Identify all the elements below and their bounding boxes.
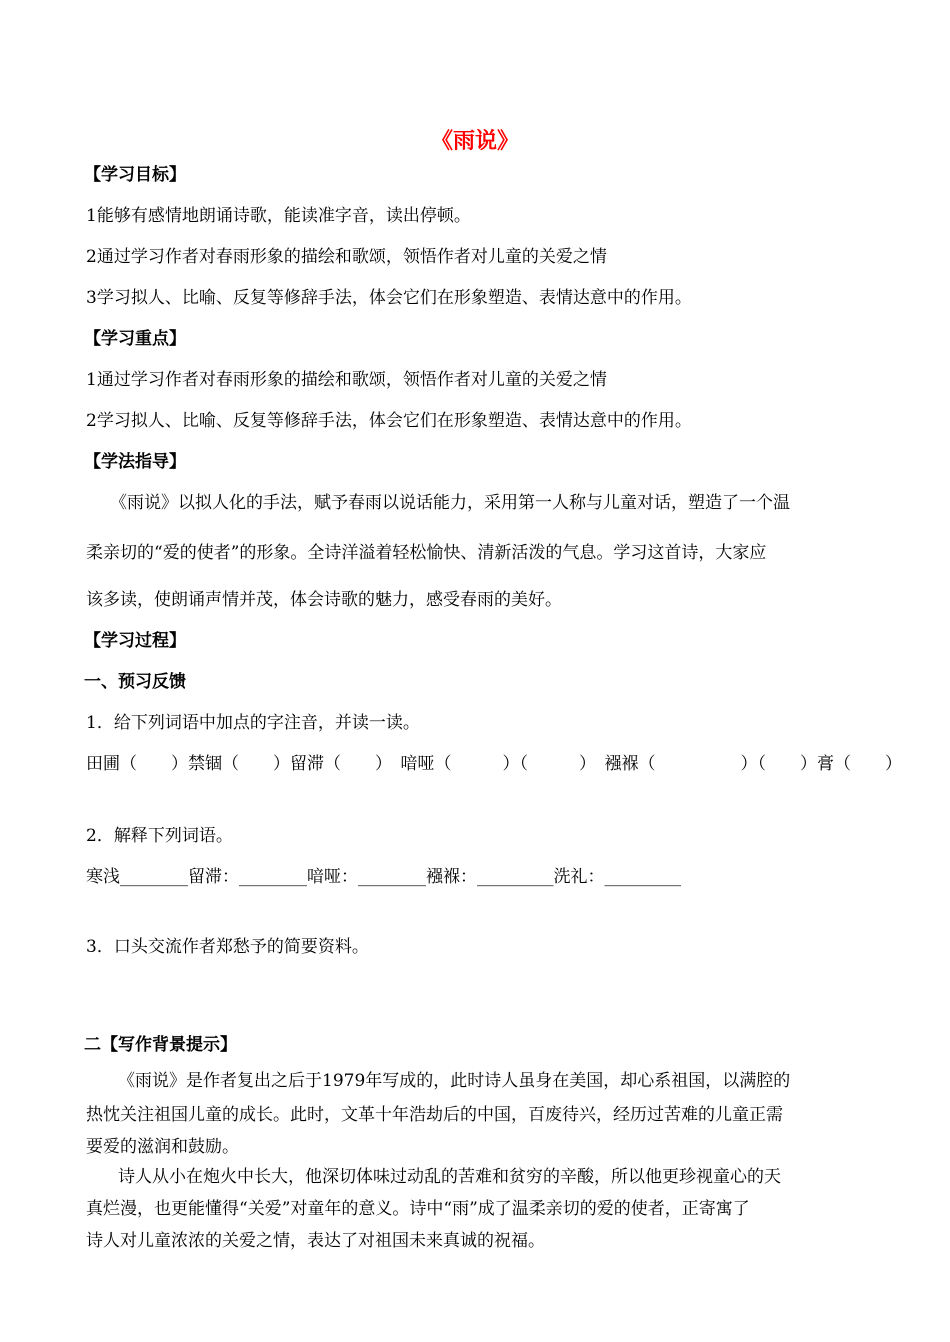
question-2-blanks: 寒浅________留滞：________喑哑：________襁褓：_________洗礼：_________ xyxy=(86,867,681,887)
process-heading: 【学习过程】 xyxy=(84,631,186,651)
keypoints-heading: 【学习重点】 xyxy=(84,329,186,349)
goal-item: 3学习拟人、比喻、反复等修辞手法，体会它们在形象塑造、表情达意中的作用。 xyxy=(86,288,692,308)
goal-item: 2通过学习作者对春雨形象的描绘和歌颂，领悟作者对儿童的关爱之情 xyxy=(86,247,607,267)
question-2: 2．解释下列词语。 xyxy=(86,826,233,846)
document-title: 《雨说》 xyxy=(430,128,519,154)
keypoint-item: 1通过学习作者对春雨形象的描绘和歌颂，领悟作者对儿童的关爱之情 xyxy=(86,370,607,390)
question-1-words: 田圃（ ）禁锢（ ）留滞（ ） 喑哑（ ）（ ） 襁褓（ ）（ ）膏（ ） xyxy=(86,754,902,774)
section-preview-heading: 一、预习反馈 xyxy=(84,672,186,692)
background-line: 诗人从小在炮火中长大，他深切体味过动乱的苦难和贫穷的辛酸，所以他更珍视童心的天 xyxy=(118,1167,781,1187)
background-line: 热忱关注祖国儿童的成长。此时，文革十年浩劫后的中国，百废待兴，经历过苦难的儿童正需 xyxy=(86,1105,783,1125)
background-line: 真烂漫，也更能懂得“关爱”对童年的意义。诗中“雨”成了温柔亲切的爱的使者，正寄寓了 xyxy=(86,1199,750,1219)
method-line: 该多读，使朗诵声情并茂，体会诗歌的魅力，感受春雨的美好。 xyxy=(86,590,562,610)
method-line: 柔亲切的“爱的使者”的形象。全诗洋溢着轻松愉快、清新活泼的气息。学习这首诗，大家应 xyxy=(86,543,767,563)
method-heading: 【学法指导】 xyxy=(84,452,186,472)
background-heading: 二【写作背景提示】 xyxy=(84,1035,237,1055)
goal-item: 1能够有感情地朗诵诗歌，能读准字音，读出停顿。 xyxy=(86,206,471,226)
question-3: 3．口头交流作者郑愁予的简要资料。 xyxy=(86,937,369,957)
question-1: 1．给下列词语中加点的字注音，并读一读。 xyxy=(86,713,420,733)
keypoint-item: 2学习拟人、比喻、反复等修辞手法，体会它们在形象塑造、表情达意中的作用。 xyxy=(86,411,692,431)
background-line: 要爱的滋润和鼓励。 xyxy=(86,1137,239,1157)
background-line: 《雨说》是作者复出之后于1979年写成的，此时诗人虽身在美国，却心系祖国，以满腔的 xyxy=(118,1071,791,1091)
method-line: 《雨说》以拟人化的手法，赋予春雨以说话能力，采用第一人称与儿童对话，塑造了一个温 xyxy=(110,493,790,513)
goals-heading: 【学习目标】 xyxy=(84,165,186,185)
background-line: 诗人对儿童浓浓的关爱之情，表达了对祖国未来真诚的祝福。 xyxy=(86,1231,545,1251)
